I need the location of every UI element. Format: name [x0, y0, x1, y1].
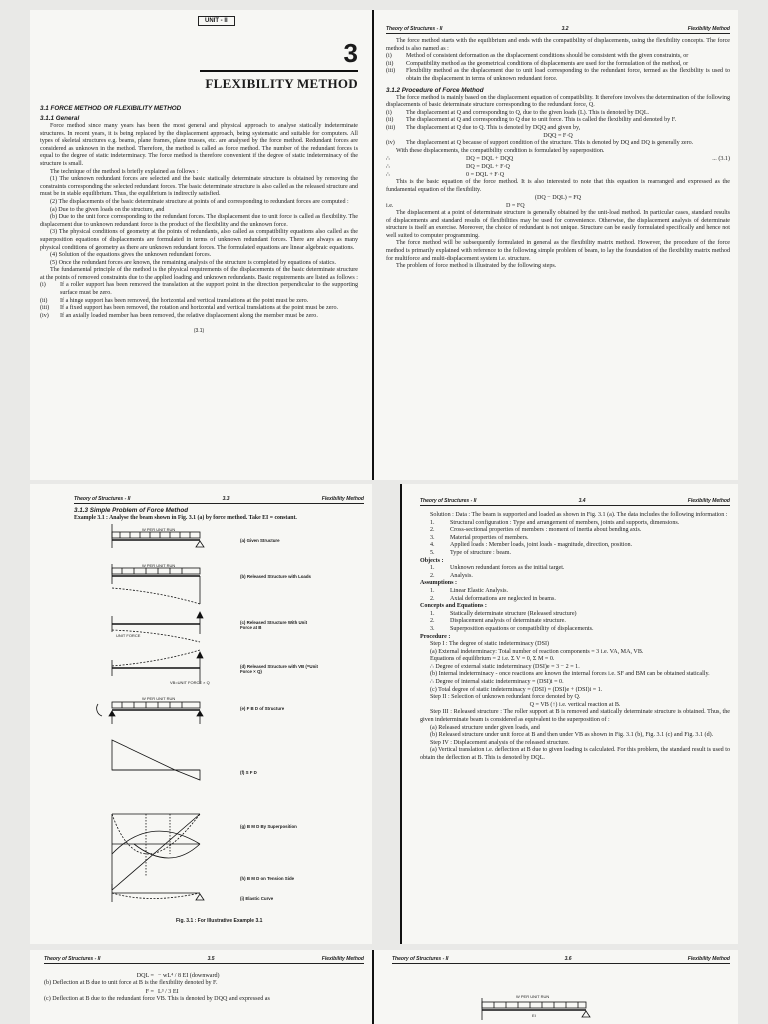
step-text: (c) Total degree of static indeterminacy = (DSI) = (DSI)e + (DSI)i = 1. — [430, 686, 603, 693]
list-item: 2. Analysis. — [430, 572, 473, 579]
paragraph: (2) The displacements of the basic determinate structure at points of and corresponding to redundant forces are computed : — [50, 198, 349, 205]
page-2-body — [386, 26, 730, 271]
step-text: Step III : Released structure : The roller support at B is removed and statically determinate structure is obtained. Thus, the given indeterminate beam is considered as equivalent to the superposition of : — [420, 709, 730, 724]
step-text: (a) Released structure under given loads, and — [430, 724, 540, 731]
step-text: (b) Released structure under unit force at B and then under VB as shown in Fig. 3.1 (b), Fig. 3.1 (c) and Fig. 3.1 (d). — [430, 732, 714, 739]
paragraph: The force method is mainly based on the displacement equation of compatibility. It therefore involves the determination of the following displacements of basic determinate structure corresponding to the redundant force, Q. — [386, 94, 730, 109]
figure-3-1 — [30, 484, 372, 944]
list-item: (iii) The displacement at Q due to Q. This is denoted by DQQ and given by, — [386, 124, 581, 131]
elastic-curve — [112, 884, 204, 902]
page-6 — [372, 950, 738, 1024]
example-statement: Example 3.1 : Analyse the beam shown in Fig. 3.1 (a) by force method. Take EI = constant. — [74, 515, 297, 521]
subheading: Procedure : — [420, 633, 451, 640]
paragraph: (3) The physical conditions of geometry at the points of redundants, also called as compatibility equations also called as the superposition equations of displacements are formulated in terms of unknown redundant forces. There are always as many physical conditions of geometry as there are unknown redundant forces. The formulated equations are linear algebraic equations. — [40, 229, 358, 251]
step-text: Q = VB (↑) i.e. vertical reaction at B. — [529, 701, 621, 708]
fig-label-h: (h) B M D on Tension Side — [240, 876, 295, 881]
list-item: 5. Type of structure : beam. — [430, 549, 511, 556]
page-2 — [372, 10, 738, 480]
load-label: W PER UNIT RUN — [142, 696, 176, 701]
list-item: (i) If a roller support has been removed the translation at the support point in the direction perpendicular to the supporting surface must be zero. — [40, 282, 358, 297]
paragraph: The force method starts with the equilibrium and ends with the compatibility of displacements, using the flexibility concepts. The force method is also named as : — [386, 38, 730, 52]
paragraph: The force method will be subsequently formulated in general as the flexibility matrix method. However, the procedure of the force method is primarily explained with reference to the following simple problem of beam, to lay the foundation of the flexibility matrix method for multiforce and multi-displacement system i.e. structure. — [386, 240, 730, 262]
beam-sketch — [372, 950, 738, 1024]
subheading: Objects : — [420, 557, 444, 564]
list-item: 2. Displacement analysis of determinate structure. — [430, 618, 566, 625]
fig-label-f: (f) S F D — [240, 770, 257, 775]
list-item: 2. Cross-sectional properties of members : moment of inertia about bending axis. — [430, 527, 642, 534]
paragraph: (b) Deflection at B due to unit force at B is the flexibility denoted by F. — [44, 980, 218, 986]
paragraph: The problem of force method is illustrated by the following steps. — [396, 263, 557, 270]
list-item: 1. Structural configuration : Type and arrangement of members, joints and supports, dimensions. — [430, 519, 680, 526]
equation: ∴ DQ = DQL + DQQ ... (3.1) — [386, 156, 730, 163]
list-item: (ii) If a hinge support has been removed, the horizontal and vertical translations at the point must be zero. — [40, 297, 309, 304]
unit-force-label: UNIT FORCE — [116, 633, 141, 638]
list-item: 1. Linear Elastic Analysis. — [430, 587, 509, 594]
load-label: W PER UNIT RUN — [142, 563, 176, 568]
sfd — [112, 740, 200, 780]
equation: F = L³ / 3 EI — [145, 988, 179, 995]
ei-label: EI — [532, 1013, 536, 1018]
running-header: Theory of Structures - II 3.3 Flexibility Method — [74, 496, 364, 502]
list-item: 3. Superposition equations or compatibility of displacements. — [430, 625, 594, 632]
list-item: 2. Axial deformations are neglected in beams. — [430, 595, 556, 602]
subheading: Assumptions : — [420, 580, 458, 587]
step-text: Equations of equilibrium = 2 i.e. Σ V = 0, Σ M = 0. — [430, 656, 555, 663]
step-text: (a) External indeterminacy: Total number of reaction components = 3 i.e. VA, MA, VB. — [430, 648, 644, 655]
paragraph: The fundamental principle of the method is the physical requirements of the displacements of the basic determinate structure at the points of removed constraints due to the applied loading and unknown redundants. Basic requirements are listed as follows : — [40, 267, 358, 281]
fig-label-i: (i) Elastic Curve — [240, 896, 274, 901]
chapter-rule — [200, 70, 358, 72]
beam-fbd — [97, 702, 203, 724]
section-heading-3-1-1: 3.1.1 General — [40, 115, 80, 122]
page-3 — [30, 484, 372, 944]
list-item: (iii) Flexibility method as the displacement due to unit load corresponding to the redundant force, termed as the flexibility is used to obtain the displacement in terms of unknown redundant force. — [386, 68, 730, 82]
equation: i.e. D = FQ — [386, 203, 525, 210]
beam-released-loads — [112, 564, 200, 604]
paragraph: (5) Once the redundant forces are known, the remaining analysis of the structure is completed by equations of statics. — [50, 259, 336, 266]
page-4 — [400, 484, 738, 944]
bmd-tension — [112, 831, 200, 858]
running-header: Theory of Structures - II 3.4 Flexibility Method — [420, 498, 730, 504]
fig-label-b: (b) Released Structure with Loads — [240, 574, 311, 579]
beam-vb — [112, 650, 203, 684]
paragraph: With these displacements, the compatibility condition is formulated by superposition. — [396, 147, 605, 154]
step-text: (b) Internal indeterminacy - once reactions are known the internal forces i.e. SF and BM can be obtained statically. — [430, 671, 710, 678]
list-item: (i) The displacement at Q and corresponding to Q, due to the given loads (L). This is denoted by DQL. — [386, 109, 650, 116]
fig-label-e: (e) F B D of Structure — [240, 706, 285, 711]
paragraph: (a) Due to the given loads on the structure, and — [50, 206, 165, 213]
paragraph: (b) Due to the unit force corresponding to the redundant forces. The displacement due to unit force is called as flexibility. The displacement due to unknown redundant force is the product of the flexibility and the unknown force. — [40, 214, 358, 228]
step-text: Step II : Selection of unknown redundant force denoted by Q. — [430, 694, 581, 701]
running-header: Theory of Structures - II 3.2 Flexibility Method — [386, 26, 730, 32]
load-label: W PER UNIT RUN — [142, 527, 176, 532]
equation: ∴ 0 = DQL + F·Q — [386, 172, 505, 179]
bmd-superposition — [112, 814, 200, 890]
section-heading-3-1: 3.1 FORCE METHOD OR FLEXIBILITY METHOD — [40, 105, 182, 112]
step-text: ∴ Degree of internal static indeterminacy = (DSI)i = 0. — [430, 679, 564, 686]
paragraph: The technique of the method is briefly explained as follows : — [50, 168, 199, 175]
list-item: (iv) If an axially loaded member has been removed, the relative displacement along the member must be zero. — [40, 312, 318, 319]
page-1 — [30, 10, 372, 480]
paragraph: Force method since many years has been the most general and physical approach to analyse statically indeterminate structures. In recent years, it is being replaced by the displacement approach, being systematic and suitable for computers. All types of skeletal structures e.g. beams, plane frames, plane trusses, etc. are analysed by the force method. Redundant forces are considered as unknown in the method. Therefore, the method is called as force method. The number of the redundant forces is equal to the degree of static indeterminacy. The force method is therefore convenient if the degree of static indeterminacy of the structure is small. — [40, 123, 358, 167]
paragraph: This is the basic equation of the force method. It is also interested to note that this equation is rearranged and expressed as the fundamental equation of the flexibility. — [386, 179, 730, 193]
list-item: (ii) The displacement at Q and corresponding to Q due to unit force. This is called the flexibility and denoted by F. — [386, 117, 677, 124]
equation: ∴ DQ = DQL + F·Q — [386, 164, 510, 171]
vb-label: VB=UNIT FORCE × Q — [170, 680, 210, 685]
step-text: Step I : The degree of static indeterminacy (DSI) — [430, 641, 550, 648]
paragraph: (1) The unknown redundant forces are selected and the basic statically determinate structure is obtained by removing the constraints corresponding the selected redundant forces. The basic determinate structure is also called as the released structure and must be in stable equilibrium. Thus, the equilibrium is indirectly satisfied. — [40, 176, 358, 198]
list-item: 1. Unknown redundant forces as the initial target. — [430, 565, 565, 572]
page-fold — [372, 10, 374, 480]
step-text: (a) Vertical translation i.e. deflection at B due to given loading is calculated. For this problem, the standard result is used to obtain the deflection at B. This is denoted by DQL. — [420, 747, 730, 761]
running-header: Theory of Structures - II 3.5 Flexibility Method — [44, 956, 364, 962]
section-heading-3-1-2: 3.1.2 Procedure of Force Method — [386, 86, 484, 94]
equation: DQQ = F·Q — [543, 132, 573, 139]
list-item: (iii) If a fixed support has been removed, the rotation and horizontal and vertical translations at the point must be zero. — [40, 305, 339, 312]
page-1-body — [40, 102, 358, 334]
fig-label-c: (c) Released Structure With Unit Force at B — [240, 620, 308, 630]
page-fold — [400, 484, 402, 944]
step-text: Step IV : Displacement analysis of the released structure. — [430, 739, 570, 746]
equation: DQL = − wL⁴ / 8 EI (downward) — [136, 973, 220, 979]
list-item: (iv) The displacement at Q because of support condition of the structure. This is denoted by DQ and DQ is generally zero. — [386, 140, 694, 147]
paragraph: Solution : Data : The beam is supported and loaded as shown in Fig. 3.1 (a). The data includes the following information : — [430, 512, 728, 518]
page-footer: (3.1) — [193, 328, 205, 335]
running-header: Theory of Structures - II 3.6 Flexibility Method — [392, 956, 730, 962]
chapter-number: 3 — [343, 38, 358, 68]
page-4-body — [420, 498, 730, 763]
subheading: Concepts and Equations : — [420, 603, 487, 610]
list-item: 1. Statically determinate structure (Released structure) — [430, 610, 577, 617]
step-text: ∴ Degree of external static indeterminacy (DSI)e = 3 − 2 = 1. — [430, 663, 580, 670]
paragraph: The displacement at a point of determinate structure is generally obtained by the unit-load method. In particular cases, standard results of displacements and standard results of flexibilities may be used for convenience. Otherwise, the displacement analysis of determinate structure is itself an exercise. Moreover, the choice of redundant is not unique. Structure can be easily formulated specifically and hence not well suited to computer programming. — [386, 210, 730, 239]
list-item: (ii) Compatibility method as the geometrical conditions of displacements are used for the formulation of the method, or — [386, 60, 689, 67]
section-heading-3-1-3: 3.1.3 Simple Problem of Force Method — [74, 507, 189, 514]
load-label: W PER UNIT RUN — [516, 994, 550, 999]
equation: (DQ − DQL) = FQ — [534, 194, 582, 201]
page-5 — [30, 950, 372, 1024]
figure-caption: Fig. 3.1 : For Illustrative Example 3.1 — [176, 918, 263, 924]
fig-label-a: (a) Given Structure — [240, 538, 280, 543]
list-item: 4. Applied loads : Member loads, joint loads - magnitude, direction, position. — [430, 542, 633, 549]
paragraph: (4) Solution of the equations gives the unknown redundant forces. — [50, 252, 212, 259]
paragraph: (c) Deflection at B due to the redundant force VB. This is denoted by DQQ and expressed as — [44, 995, 270, 1002]
fig-label-g: (g) B M D By Superposition — [240, 824, 297, 829]
page-5-body — [44, 956, 364, 1003]
chapter-title: FLEXIBILITY METHOD — [205, 76, 358, 91]
list-item: (i) Method of consistent deformation as the displacement conditions should be consistent with the given constraints, or — [386, 53, 689, 60]
unit-tag: UNIT - II — [198, 16, 235, 26]
list-item: 3. Material properties of members. — [430, 534, 529, 541]
fig-label-d: (d) Released Structure with VB (=Unit Force × Q) — [240, 664, 318, 674]
